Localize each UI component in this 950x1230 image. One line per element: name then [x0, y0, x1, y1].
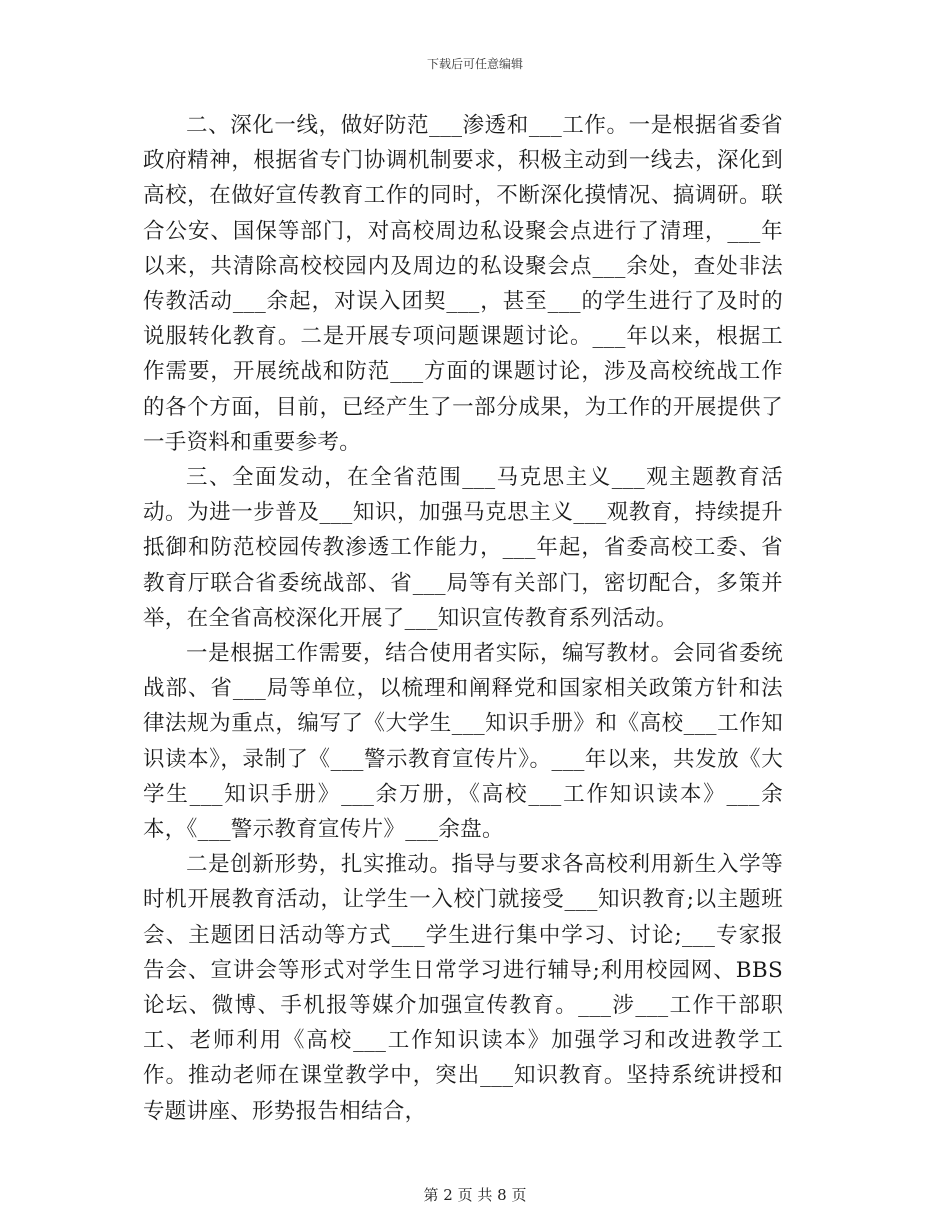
document-body [143, 108, 783, 1129]
page-header: 下载后可任意编辑 [426, 57, 523, 71]
paragraph-section-three: 三、全面发动，在全省范围___马克思主义___观主题教育活动。为进一步普及___知识，加强马克思主义___观教育，持续提升抵御和防范校园传教渗透工作能力，___年起，省委高校工委、省教育厅联合省委统战部、省___局等有关部门，密切配合，多策并举，在全省高校深化开展了___知识宣传教育系列活动。 [143, 465, 783, 631]
page-footer: 第 2 页 共 8 页 [423, 1186, 527, 1204]
paragraph-section-two: 二、深化一线，做好防范___渗透和___工作。一是根据省委省政府精神，根据省专门协调机制要求，积极主动到一线去，深化到高校，在做好宣传教育工作的同时，不断深化摸情况、搞调研。联合公安、国保等部门，对高校周边私设聚会点进行了清理，___年以来，共清除高校校园内及周边的私设聚会点___余处，查处非法传教活动___余起，对误入团契___，甚至___的学生进行了及时的说服转化教育。二是开展专项问题课题讨论。___年以来，根据工作需要，开展统战和防范___方面的课题讨论，涉及高校统战工作的各个方面，目前，已经产生了一部分成果，为工作的开展提供了一手资料和重要参考。 [143, 113, 783, 455]
paragraph-item-one: 一是根据工作需要，结合使用者实际，编写教材。会同省委统战部、省___局等单位，以梳理和阐释党和国家相关政策方针和法律法规为重点，编写了《大学生___知识手册》和《高校___工作知识读本》，录制了《___警示教育宣传片》。___年以来，共发放《大学生___知识手册》___余万册，《高校___工作知识读本》___余本，《___警示教育宣传片》___余盘。 [143, 641, 783, 843]
paragraph-item-two: 二是创新形势，扎实推动。指导与要求各高校利用新生入学等时机开展教育活动，让学生一入校门就接受___知识教育;以主题班会、主题团日活动等方式___学生进行集中学习、讨论;___专家报告会、宣讲会等形式对学生日常学习进行辅导;利用校园网、BBS论坛、微博、手机报等媒介加强宣传教育。___涉___工作干部职工、老师利用《高校___工作知识读本》加强学习和改进教学工作。推动老师在课堂教学中，突出___知识教育。坚持系统讲授和专题讲座、形势报告相结合， [143, 852, 783, 1124]
